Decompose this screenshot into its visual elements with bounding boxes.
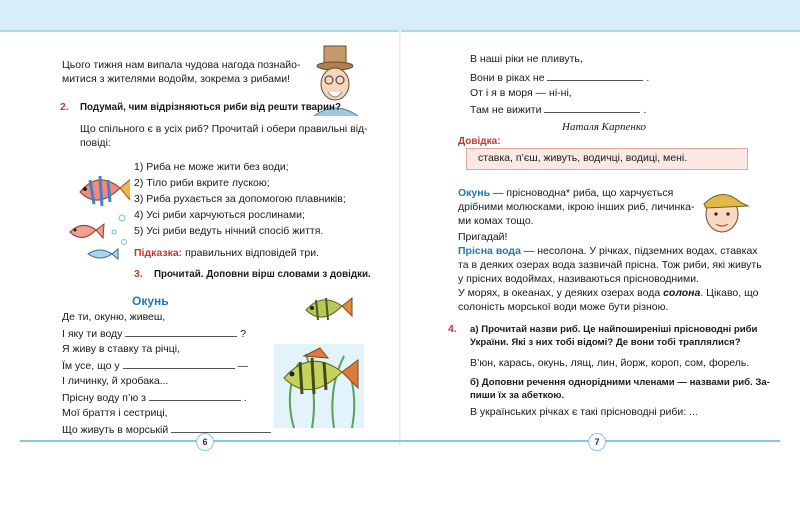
poem-title: Окунь [132, 294, 169, 308]
page-number-left: 6 [196, 433, 214, 451]
hint [134, 246, 319, 260]
fish-illustration [64, 158, 130, 270]
sea-line-2: солоність морської води може бути різною. [458, 301, 669, 313]
task-3-number: 3. [134, 268, 143, 280]
poem-cont-line-2: Вони в ріках не . [470, 72, 650, 84]
task-4b-title-1: б) Доповни речення однорідними членами — назвами риб. За- [470, 377, 770, 388]
author: Наталя Карпенко [562, 121, 647, 133]
task-4-number: 4. [448, 323, 457, 335]
girl-illustration [698, 186, 750, 236]
option-5: 5) Усі риби ведуть нічний спосіб життя. [134, 225, 324, 237]
book-spine [399, 30, 401, 446]
task-3-title: Прочитай. Доповни вірш словами з довідки. [154, 269, 371, 280]
page-number-right: 7 [588, 433, 606, 451]
hint-label: Підказка: [134, 247, 183, 259]
fresh-line-2: та в деяких озерах вода зазвичай прісна. Тож риби, які живуть [458, 259, 762, 271]
okun-line-2: дрібними молюсками, ікрою інших риб, личинка- [458, 201, 695, 213]
task-4b-sentence: В українських річках є такі прісноводні риби: ... [470, 406, 698, 418]
intro-line-1: Цього тижня нам випала чудова нагода познайо- [62, 59, 301, 71]
remember: Пригадай! [458, 231, 508, 243]
reference-label: Довідка: [458, 136, 501, 147]
blank-2[interactable] [123, 358, 235, 369]
poem-cont-line-3: От і я в моря — ні-ні, [470, 87, 572, 99]
intro-line-2: митися з жителями водойм, зокрема з рибами! [62, 73, 291, 85]
fresh-line-1: Прісна вода — несолона. У річках, підземних водах, ставках [458, 245, 758, 257]
poem-line-2: І яку ти воду ? [62, 328, 247, 340]
option-3: 3) Риба рухається за допомогою плавників; [134, 193, 346, 205]
task-4b-title-2: пиши їх за абеткою. [470, 390, 565, 401]
poem-cont-line-1: В наші ріки не пливуть, [470, 53, 583, 65]
poem-line-4: Їм усе, що у — [62, 360, 248, 372]
okun-line-1: Окунь — прісноводна* риба, що харчується [458, 187, 674, 199]
poem-cont-line-4: Там не вижити . [470, 104, 647, 116]
blank-5[interactable] [547, 70, 643, 81]
task-2-text-1: Що спільного є в усіх риб? Прочитай і обери правильні від- [80, 123, 368, 135]
blank-4[interactable] [171, 422, 271, 433]
blank-3[interactable] [149, 390, 241, 401]
reference-words: ставка, п’єш, живуть, водичці, водиці, мені. [478, 152, 688, 164]
perch-illustration [272, 284, 366, 430]
option-1: 1) Риба не може жити без води; [134, 161, 289, 173]
poem-line-7: Мої браття і сестриці, [62, 407, 168, 419]
top-band [0, 0, 800, 30]
bottom-divider [20, 440, 780, 442]
option-4: 4) Усі риби харчуються рослинами; [134, 209, 305, 221]
task-2-title: Подумай, чим відрізняються риби від решти тварин? [80, 102, 341, 113]
blank-1[interactable] [125, 326, 237, 337]
poem-line-1: Де ти, окуню, живеш, [62, 311, 166, 323]
task-2-number: 2. [60, 101, 69, 113]
blank-6[interactable] [544, 102, 640, 113]
fish-list: В’юн, карась, окунь, лящ, лин, йорж, короп, сом, форель. [470, 357, 750, 369]
poem-line-5: І личинку, й хробака... [62, 375, 169, 387]
option-2: 2) Тіло риби вкрите лускою; [134, 177, 270, 189]
task-2-text-2: повіді: [80, 137, 111, 149]
poem-line-8: Що живуть в морській [62, 422, 271, 437]
okun-line-3: ми комах тощо. [458, 215, 534, 227]
hint-text: правильних відповідей три. [185, 247, 319, 259]
poem-line-3: Я живу в ставку та річці, [62, 343, 180, 355]
task-4a-title-2: України. Які з них тобі відомі? Де вони тобі траплялися? [470, 337, 741, 348]
poem-line-6: Прісну воду п’ю з . [62, 392, 247, 404]
task-4a-title-1: а) Прочитай назви риб. Це найпоширеніші прісноводні риби [470, 324, 758, 335]
sea-line-1: У морях, в океанах, у деяких озерах вода солона. Цікаво, що [458, 287, 759, 299]
fresh-line-3: у прісних водоймах, називаються прісноводними. [458, 273, 700, 285]
